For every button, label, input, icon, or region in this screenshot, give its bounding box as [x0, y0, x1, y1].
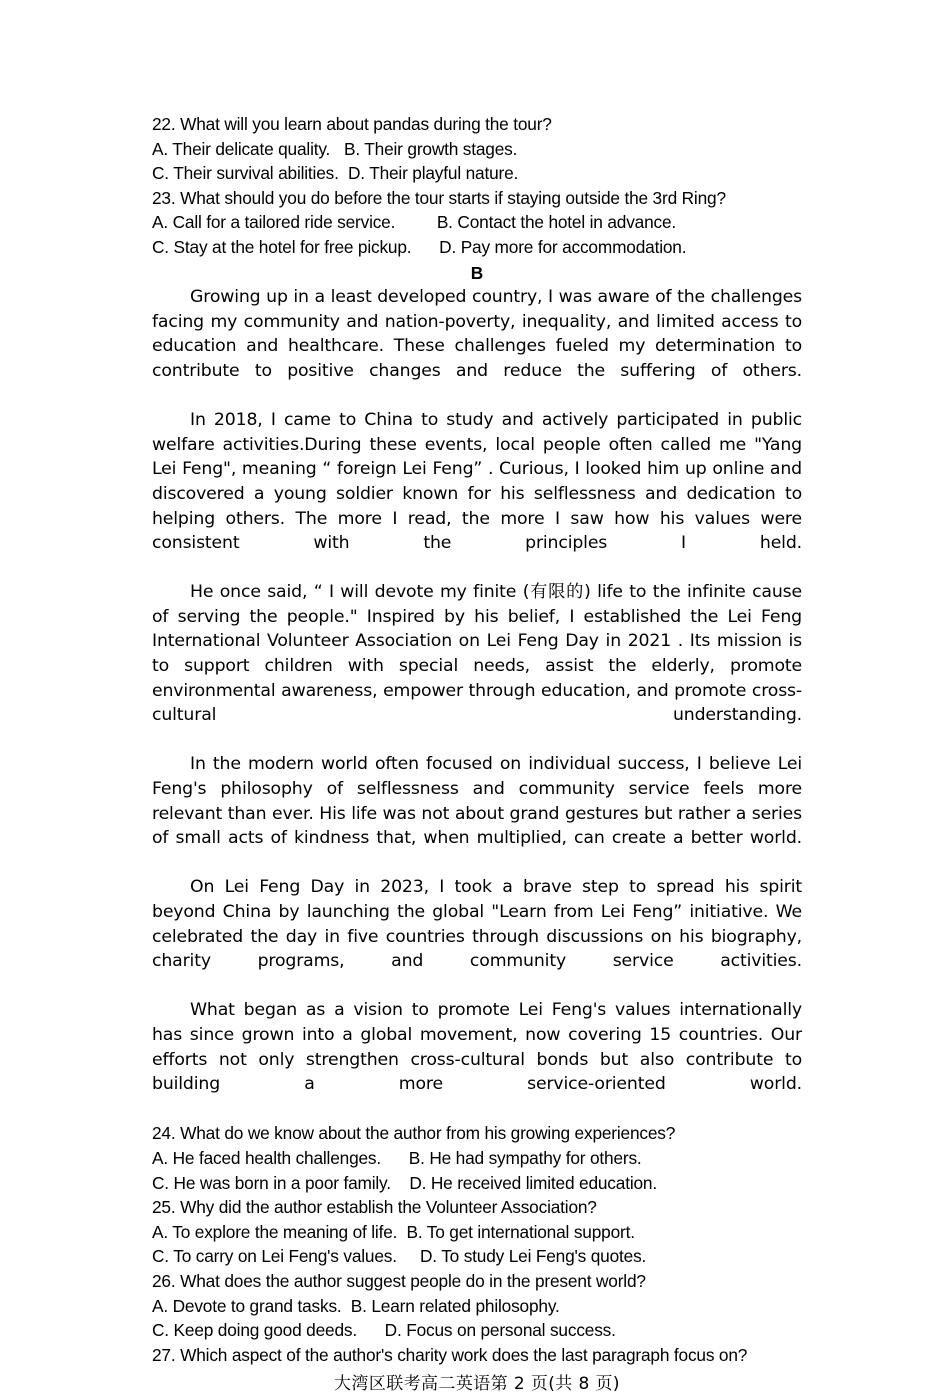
- question-26-option-cd: C. Keep doing good deeds. D. Focus on personal success.: [152, 1320, 616, 1341]
- question-24-option-cd: C. He was born in a poor family. D. He received limited education.: [152, 1172, 657, 1193]
- question-24: 24. What do we know about the author from his growing experiences?: [152, 1123, 676, 1144]
- passage-paragraph-6: What began as a vision to promote Lei Feng's values internationally has since grown into a global movement, now covering 15 countries. Our efforts not only strengthen cross-cultural bonds but also contribute to building a more service-oriented world.: [152, 1000, 802, 1095]
- question-22: 22. What will you learn about pandas during the tour?: [152, 114, 552, 134]
- passage-paragraph-3: He once said, “ I will devote my finite (有限的) life to the infinite cause of serving the people." Inspired by his belief, I established the Lei Feng International Volunteer Association on Lei Feng Day in 2021 . Its mission is to support children with special needs, assist the elderly, promote environmental awareness, empower through education, and promote cross-cultural understanding.: [152, 582, 802, 726]
- top-questions-block: [152, 112, 802, 260]
- passage-paragraph-4: In the modern world often focused on individual success, I believe Lei Feng's philosophy of selflessness and community service feels more relevant than ever. His life was not about grand gestures but rather a series of small acts of kindness that, when multiplied, can create a better world.: [152, 754, 802, 849]
- question-23: 23. What should you do before the tour starts if staying outside the 3rd Ring?: [152, 187, 726, 208]
- passage-paragraph-5: On Lei Feng Day in 2023, I took a brave step to spread his spirit beyond China by launching the global "Learn from Lei Feng” initiative. We celebrated the day in five countries through discussions on his biography, charity programs, and community service activities.: [152, 877, 802, 972]
- question-23-option-ab: A. Call for a tailored ride service. B. Contact the hotel in advance.: [152, 212, 677, 233]
- section-letter-b: B: [470, 262, 484, 283]
- question-22-option-cd: C. Their survival abilities. D. Their playful nature.: [152, 163, 519, 184]
- question-26-option-ab: A. Devote to grand tasks. B. Learn related philosophy.: [152, 1295, 560, 1316]
- question-23-option-cd: C. Stay at the hotel for free pickup. D. Pay more for accommodation.: [152, 236, 687, 257]
- question-22-option-ab: A. Their delicate quality. B. Their growth stages.: [152, 138, 518, 159]
- question-25-option-cd: C. To carry on Lei Feng's values. D. To study Lei Feng's quotes.: [152, 1246, 647, 1267]
- page-footer: 大湾区联考高二英语第 2 页(共 8 页): [334, 1374, 620, 1395]
- question-25-option-ab: A. To explore the meaning of life. B. To get international support.: [152, 1221, 635, 1242]
- bottom-questions-block: [152, 1121, 802, 1367]
- question-26: 26. What does the author suggest people do in the present world?: [152, 1270, 646, 1291]
- question-25: 25. Why did the author establish the Volunteer Association?: [152, 1197, 597, 1218]
- reading-passage: [152, 285, 802, 1121]
- passage-paragraph-1: Growing up in a least developed country, I was aware of the challenges facing my community and nation-poverty, inequality, and limited access to education and healthcare. These challenges fueled my determination to contribute to positive changes and reduce the suffering of others.: [152, 287, 802, 381]
- passage-paragraph-2: In 2018, I came to China to study and actively participated in public welfare activities.During these events, local people often called me "Yang Lei Feng", meaning “ foreign Lei Feng” . Curious, I looked him up online and discovered a young soldier known for his selflessness and dedication to helping others. The more I read, the more I saw how his values were consistent with the principles I held.: [152, 410, 802, 554]
- question-24-option-ab: A. He faced health challenges. B. He had sympathy for others.: [152, 1147, 642, 1168]
- question-27: 27. Which aspect of the author's charity work does the last paragraph focus on?: [152, 1344, 748, 1365]
